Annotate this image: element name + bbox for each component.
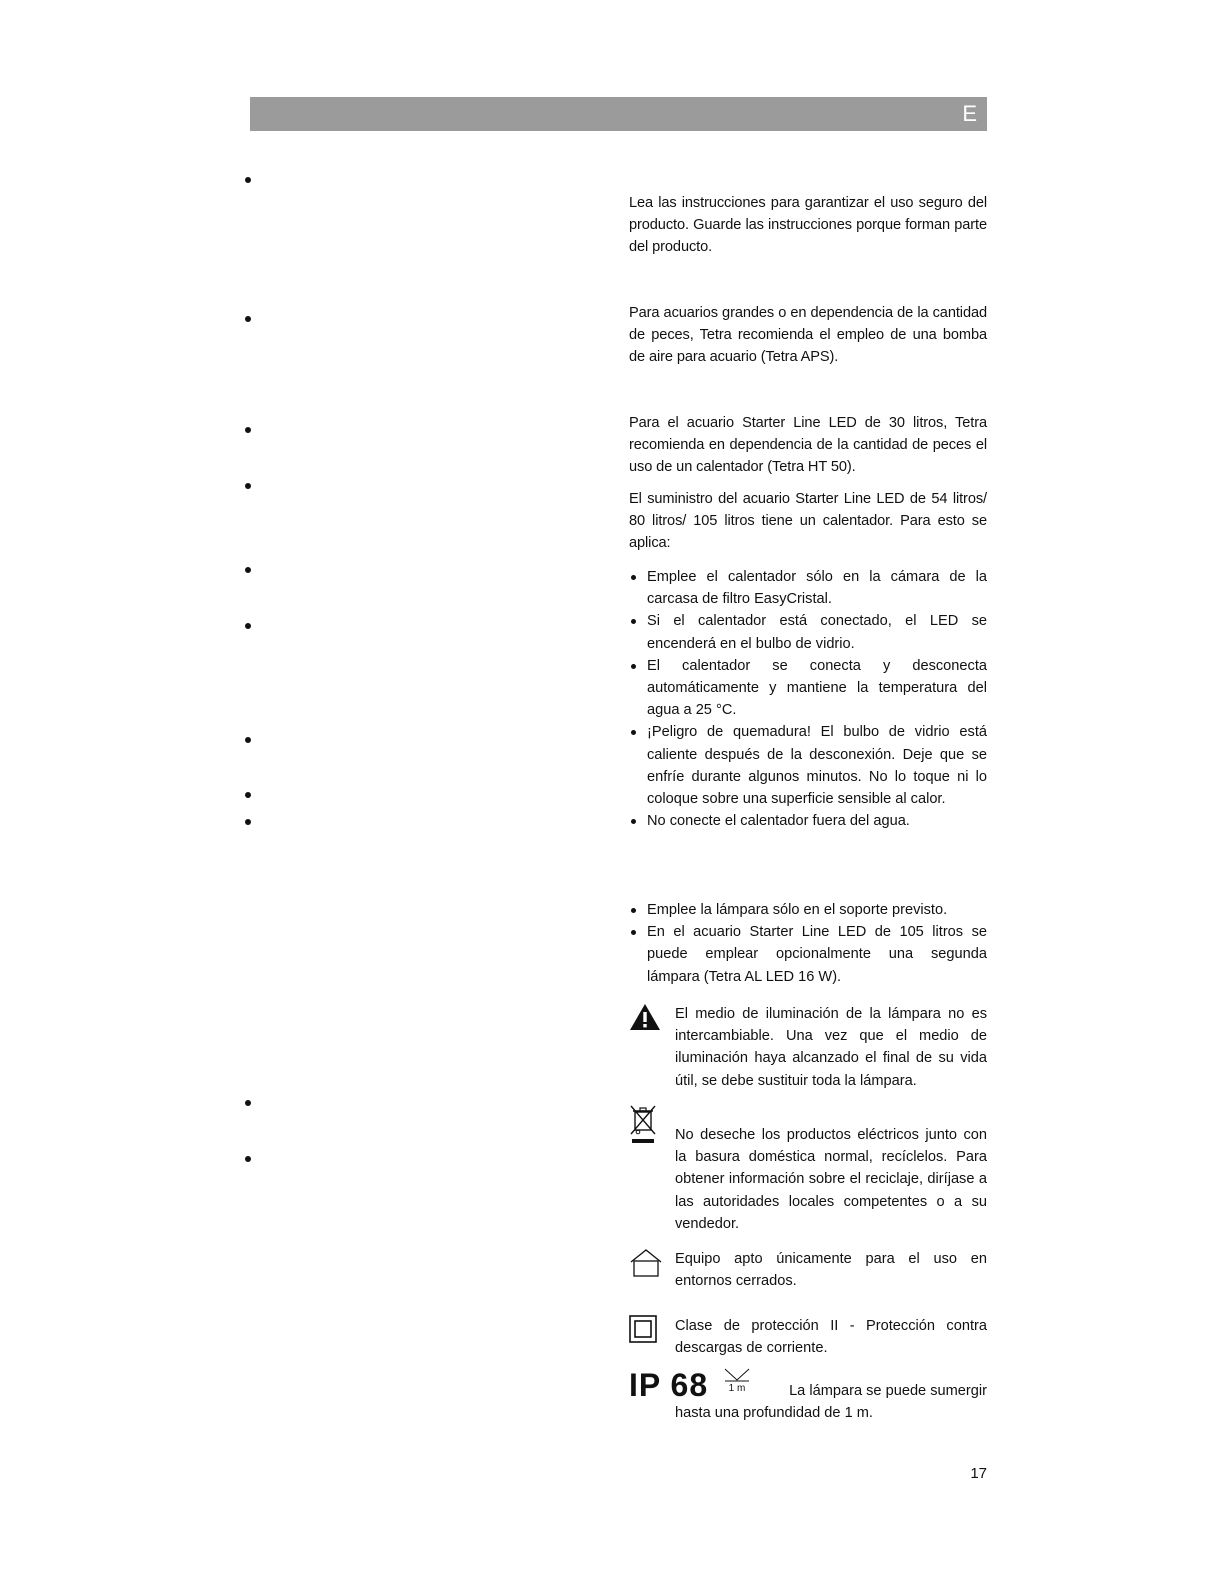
warning-triangle-icon — [629, 1003, 661, 1031]
house-icon — [629, 1248, 663, 1278]
submersion-triangle-icon — [724, 1368, 750, 1382]
left-column-bullet — [245, 623, 251, 629]
left-column-bullet — [245, 177, 251, 183]
left-column-bullet — [245, 427, 251, 433]
section-header-bar — [250, 97, 987, 131]
list-item: ¡Peligro de quemadura! El bulbo de vidrio está caliente después de la desconexión. Deje que se enfríe durante algunos minutos. No lo toque ni lo coloque sobre una superficie sensible al calor. — [629, 721, 987, 810]
list-item: En el acuario Starter Line LED de 105 litros se puede emplear opcionalmente una segunda lámpara (Tetra AL LED 16 W). — [629, 921, 987, 988]
ip-depth-label: 1 m — [728, 1383, 746, 1394]
air-pump-paragraph: Para acuarios grandes o en dependencia de la cantidad de peces, Tetra recomienda el empleo de una bomba de aire para acuario (Tetra APS). — [629, 305, 987, 366]
section-letter: E — [962, 101, 977, 126]
left-column-bullet — [245, 737, 251, 743]
intro-paragraph: Lea las instrucciones para garantizar el uso seguro del producto. Guarde las instrucciones porque forman parte del producto. — [629, 195, 987, 256]
list-item: Si el calentador está conectado, el LED se encenderá en el bulbo de vidrio. — [629, 610, 987, 654]
double-square-icon — [629, 1315, 657, 1343]
heater-30-paragraph: Para el acuario Starter Line LED de 30 litros, Tetra recomienda en dependencia de la cantidad de peces el uso de un calentador (Tetra HT 50). — [629, 415, 987, 476]
page-number: 17 — [970, 1465, 987, 1482]
ip-text-line1: La lámpara se puede sumergir — [789, 1383, 987, 1399]
left-column-bullet — [245, 316, 251, 322]
crossed-bin-icon — [629, 1104, 657, 1144]
list-item: El calentador se conecta y desconecta automáticamente y mantiene la temperatura del agua a 25 °C. — [629, 655, 987, 722]
list-item: Emplee la lámpara sólo en el soporte previsto. — [629, 899, 987, 921]
lamp-bullet-list — [629, 899, 987, 988]
ip-rating-code: IP 68 — [629, 1367, 709, 1403]
left-column-bullet — [245, 567, 251, 573]
left-column-bullet — [245, 1100, 251, 1106]
ip-text-line2: hasta una profundidad de 1 m. — [675, 1405, 873, 1421]
list-item: Emplee el calentador sólo en la cámara de la carcasa de filtro EasyCristal. — [629, 566, 987, 610]
heater-bullet-list — [629, 566, 987, 832]
weee-note — [629, 1104, 987, 1232]
left-column-bullet — [245, 792, 251, 798]
list-item: No conecte el calentador fuera del agua. — [629, 810, 987, 832]
class2-text: Clase de protección II - Protección contra descargas de corriente. — [675, 1318, 987, 1357]
left-column-bullet — [245, 819, 251, 825]
heater-supply-paragraph: El suministro del acuario Starter Line LED de 54 litros/ 80 litros/ 105 litros tiene un calentador. Para esto se aplica: — [629, 491, 987, 552]
left-column-bullet — [245, 483, 251, 489]
left-column-bullet — [245, 1156, 251, 1162]
warning-note — [629, 1003, 987, 1093]
weee-text: No deseche los productos eléctricos junto con la basura doméstica normal, recíclelos. Para obtener información sobre el reciclaje, diríjase a las autoridades locales competentes o a su vendedor. — [675, 1127, 987, 1232]
indoor-text: Equipo apto únicamente para el uso en entornos cerrados. — [675, 1251, 987, 1290]
warning-text: El medio de iluminación de la lámpara no es intercambiable. Una vez que el medio de iluminación haya alcanzado el final de su vida útil, se debe sustituir toda la lámpara. — [675, 1006, 987, 1089]
class2-note — [629, 1315, 987, 1361]
indoor-note — [629, 1248, 987, 1294]
